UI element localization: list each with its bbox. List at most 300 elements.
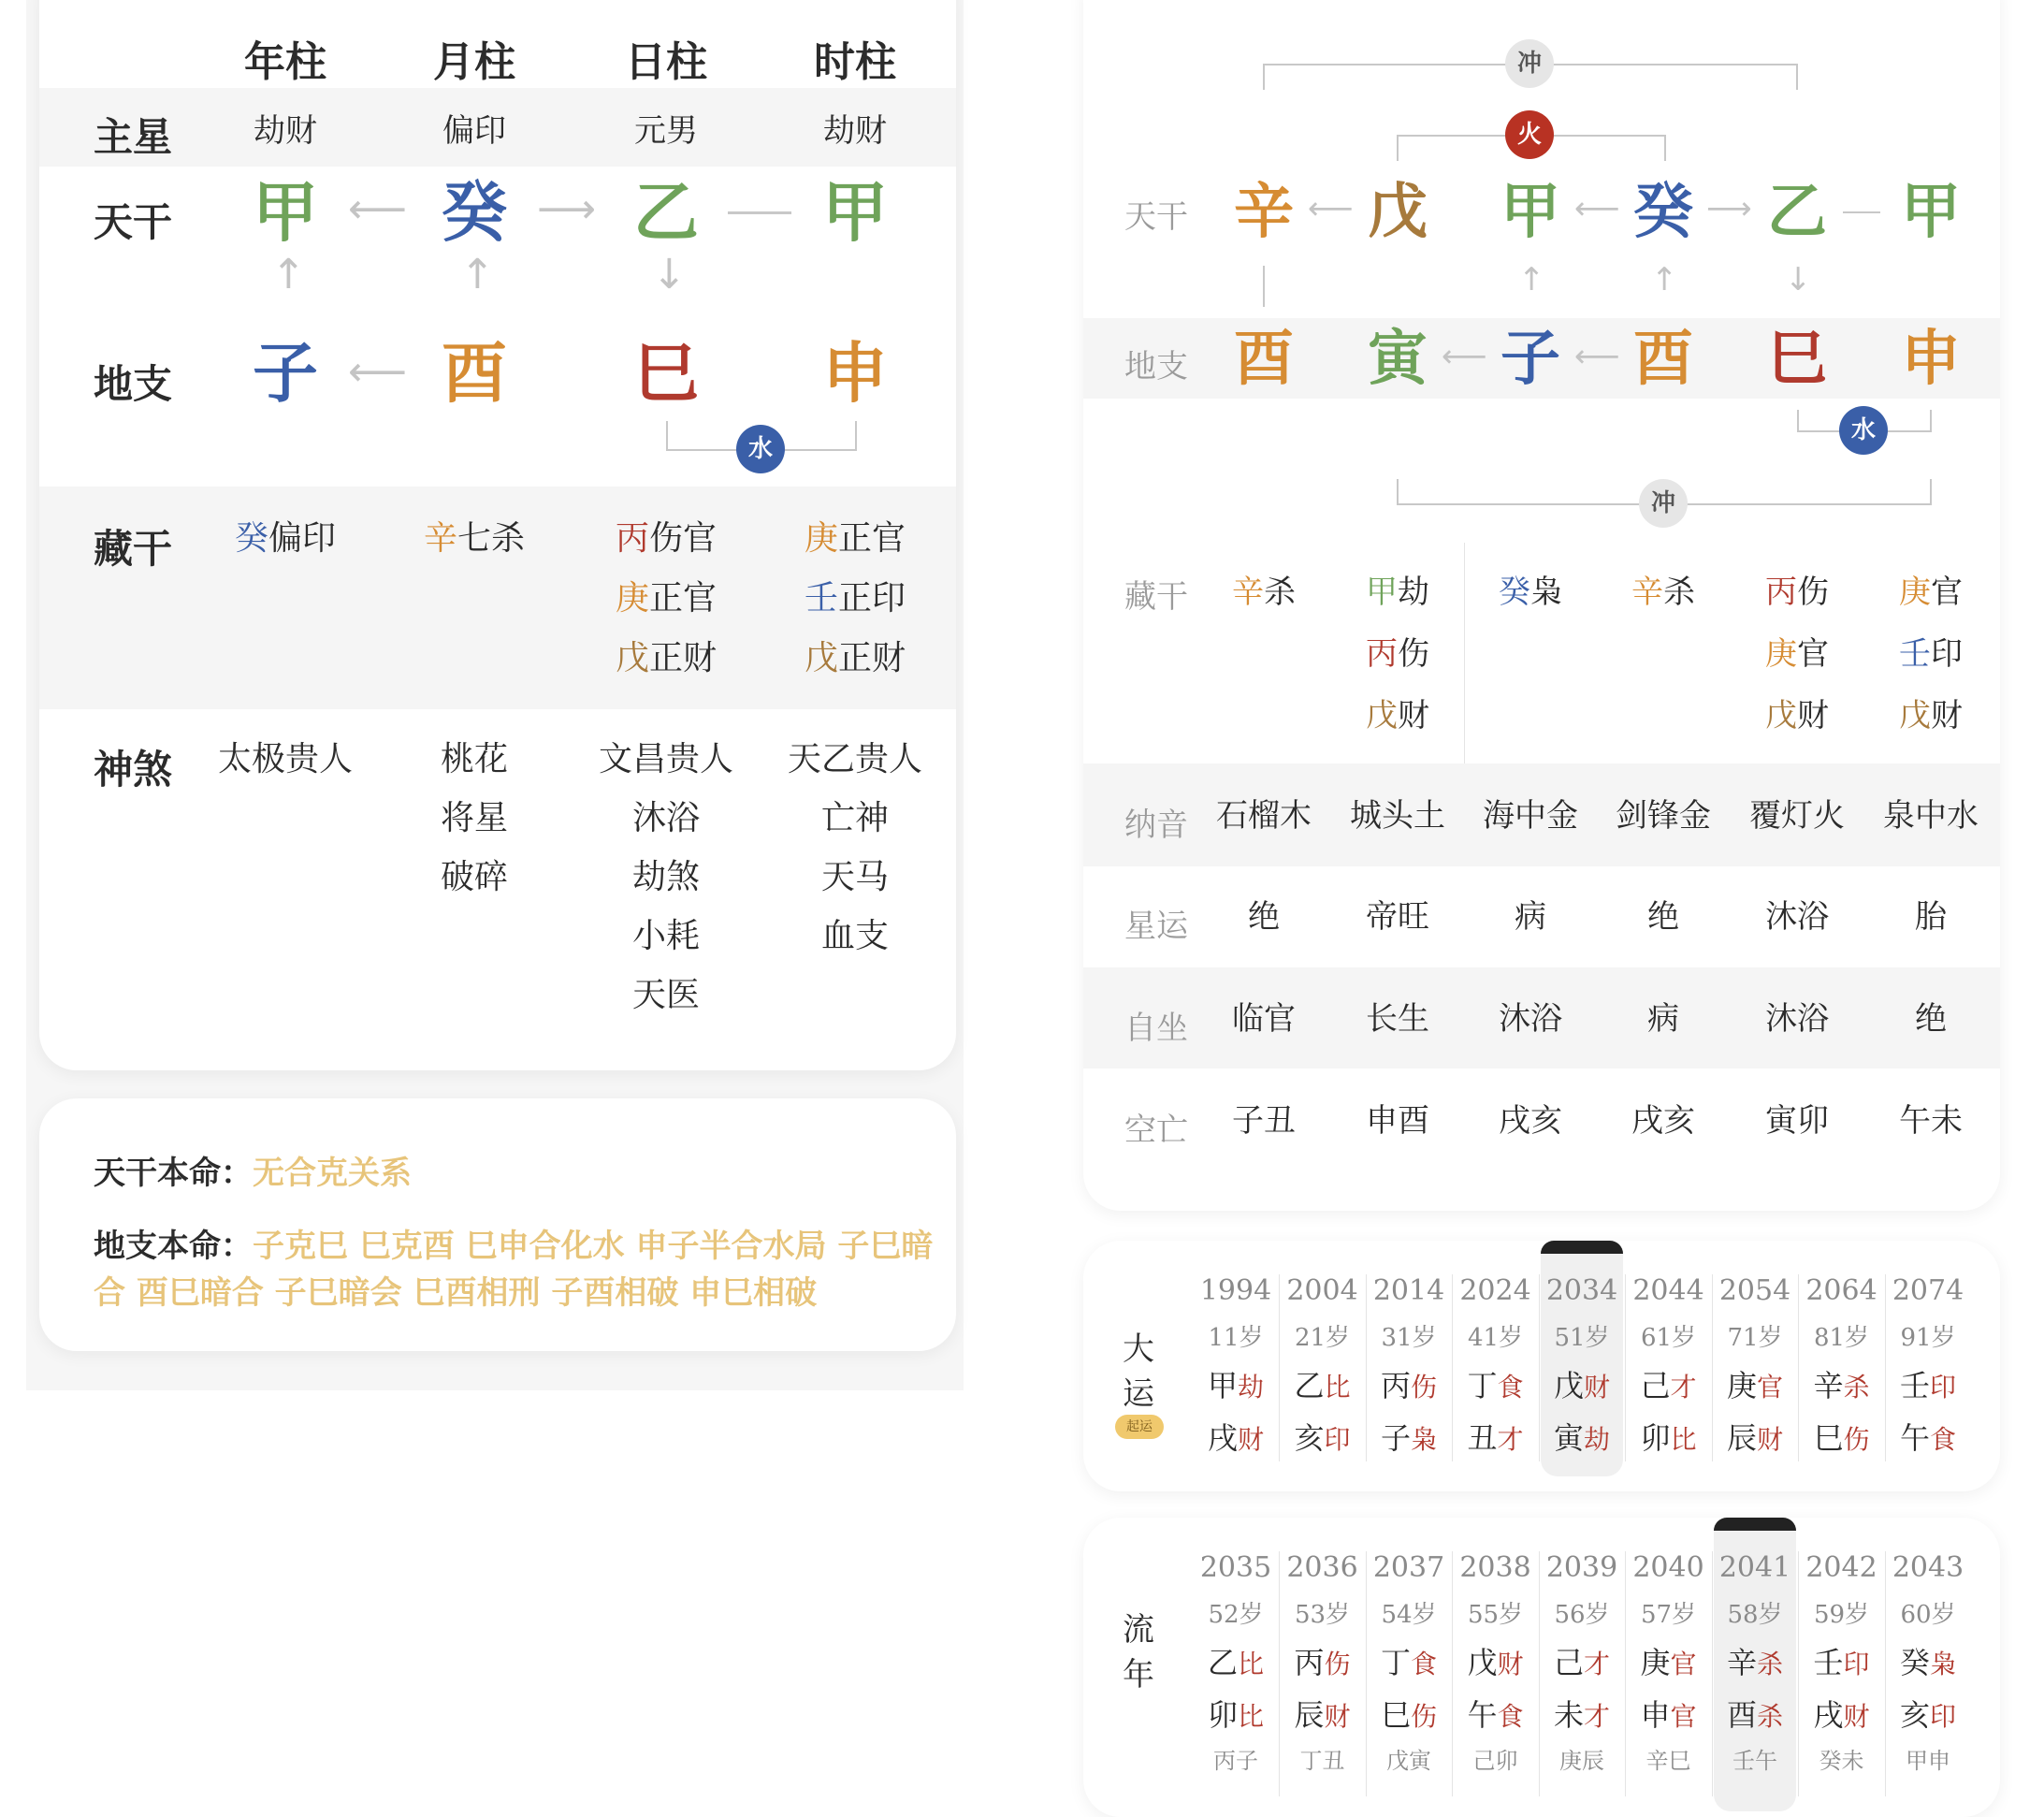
- label-void: 空亡: [1124, 1112, 1188, 1149]
- pillar-card: [39, 0, 956, 1070]
- dayun-year-column[interactable]: [1280, 1274, 1366, 1458]
- ten-god: 财: [1324, 1701, 1351, 1732]
- ten-god: 印: [1324, 1424, 1351, 1455]
- hidden-god: 伤官: [649, 519, 718, 558]
- clash-bracket-left: [1263, 64, 1265, 90]
- hidden-god: 正财: [649, 639, 718, 677]
- liunian-stem: 辛杀: [1726, 1645, 1784, 1680]
- dayun-stem: 乙比: [1294, 1368, 1351, 1403]
- liunian-year-column[interactable]: [1626, 1551, 1712, 1775]
- liunian-sub: 丙子: [1213, 1748, 1258, 1774]
- liunian-age: 59岁: [1813, 1601, 1870, 1629]
- shensha-day-2: 沐浴: [631, 799, 701, 837]
- column-divider: [1464, 543, 1465, 763]
- hidden-god: 伤: [1797, 574, 1829, 611]
- liunian-sub: 癸未: [1819, 1748, 1864, 1774]
- branch-relation-continued: 合 酉巳暗合 子巳暗会 巳酉相刑 子酉相破 申巳相破: [94, 1274, 818, 1312]
- dayun-stem: 庚官: [1726, 1368, 1784, 1403]
- liunian-sub: 辛巳: [1645, 1748, 1691, 1774]
- header-year: 年柱: [244, 38, 326, 86]
- ten-god: 才: [1670, 1372, 1697, 1403]
- liunian-branch: 辰财: [1294, 1697, 1351, 1733]
- ten-god: 官: [1757, 1372, 1784, 1403]
- relations-card: [39, 1098, 956, 1351]
- nayin-2: 城头土: [1350, 797, 1445, 835]
- dayun-card: [1083, 1241, 2000, 1491]
- dayun-branch: 戌财: [1207, 1420, 1265, 1456]
- ten-god: 官: [1670, 1649, 1697, 1679]
- hidden-god: 官: [1797, 635, 1829, 673]
- branch-year: 子: [253, 334, 318, 412]
- liunian-stem: 戊财: [1467, 1645, 1524, 1680]
- dayun-label-2: 运: [1123, 1375, 1154, 1413]
- dayun-year-column[interactable]: [1453, 1274, 1539, 1458]
- shensha-month-3: 破碎: [440, 858, 509, 896]
- ten-god: 枭: [1930, 1649, 1957, 1679]
- dayun-branch: 亥印: [1294, 1420, 1351, 1456]
- liunian-branch: 申官: [1640, 1697, 1697, 1733]
- liunian-sub: 丁丑: [1299, 1748, 1345, 1774]
- liunian-stem: 乙比: [1207, 1645, 1265, 1680]
- hidden-stem: 戊: [615, 639, 649, 677]
- hidden-stem: 戊: [1899, 697, 1931, 734]
- dayun-year: 2074: [1892, 1274, 1964, 1307]
- label-star-luck: 星运: [1124, 908, 1188, 945]
- fire-bracket-left: [1397, 135, 1399, 161]
- water-bracket-left: [1797, 410, 1799, 430]
- ten-god: 食: [1411, 1649, 1438, 1679]
- connector-line: [728, 211, 791, 214]
- dayun-year: 2024: [1459, 1274, 1531, 1307]
- nayin-5: 覆灯火: [1749, 797, 1845, 835]
- liunian-sub: 壬午: [1732, 1748, 1777, 1774]
- dayun-age: 41岁: [1467, 1324, 1524, 1352]
- star-luck-6: 胎: [1915, 898, 1947, 936]
- up-arrow-icon: ↑: [1651, 261, 1678, 298]
- nayin-1: 石榴木: [1216, 797, 1312, 835]
- label-stem: 天干: [1124, 198, 1188, 236]
- liunian-age: 54岁: [1381, 1601, 1437, 1629]
- branch-relation-title: 地支本命：: [94, 1228, 253, 1265]
- hidden-god: 财: [1797, 697, 1829, 734]
- ext-hidden-6-2: [1899, 635, 1963, 673]
- liunian-year: 2041: [1718, 1551, 1791, 1584]
- up-arrow-icon: ↑: [460, 251, 495, 298]
- hidden-god: 财: [1931, 697, 1963, 734]
- label-hidden: 藏干: [1124, 578, 1188, 616]
- liunian-label-2: 年: [1123, 1656, 1154, 1693]
- label-heavenly-stem: 天干: [94, 199, 173, 245]
- ten-god: 才: [1584, 1649, 1611, 1679]
- connector-line: [1843, 211, 1880, 213]
- up-arrow-icon: ↑: [1518, 261, 1545, 298]
- dayun-stem: 壬印: [1899, 1368, 1957, 1403]
- nayin-4: 剑锋金: [1616, 797, 1711, 835]
- star-luck-2: 帝旺: [1366, 898, 1429, 936]
- ext-hidden-3-1: [1499, 574, 1562, 611]
- ten-god: 才: [1584, 1701, 1611, 1732]
- self-seat-5: 沐浴: [1765, 1000, 1829, 1038]
- liunian-year-column[interactable]: [1453, 1551, 1539, 1775]
- ext-hidden-6-3: [1899, 697, 1963, 734]
- hidden-stem: 壬: [804, 579, 838, 618]
- dayun-year: 1994: [1199, 1274, 1272, 1307]
- self-seat-6: 绝: [1915, 1000, 1947, 1038]
- branch-relation-value: 子克巳 巳克酉 巳申合化水 申子半合水局 子巳暗: [253, 1228, 934, 1265]
- hidden-stem: 辛: [1631, 574, 1663, 611]
- label-self-seat: 自坐: [1124, 1010, 1188, 1047]
- dayun-stem: 己才: [1640, 1368, 1697, 1403]
- ten-god: 印: [1930, 1701, 1957, 1732]
- ten-god: 财: [1843, 1701, 1870, 1732]
- dayun-branch: 子枭: [1380, 1420, 1438, 1456]
- label-branch: 地支: [1124, 348, 1188, 385]
- ext-hidden-5-1: [1765, 574, 1829, 611]
- ext-branch-4: 酉: [1633, 324, 1693, 394]
- dayun-branch: 寅劫: [1553, 1420, 1611, 1456]
- dayun-year: 2064: [1805, 1274, 1877, 1307]
- ten-god: 财: [1584, 1372, 1611, 1403]
- header-hour: 时柱: [814, 38, 896, 86]
- ext-stem-2: 戊: [1368, 177, 1428, 247]
- dayun-year: 2054: [1718, 1274, 1791, 1307]
- water-bracket-right: [1930, 410, 1932, 430]
- star-luck-1: 绝: [1248, 898, 1280, 936]
- nayin-6: 泉中水: [1883, 797, 1979, 835]
- dayun-stem: 丁食: [1467, 1368, 1524, 1403]
- header-day: 日柱: [625, 38, 707, 86]
- shensha-hour-2: 亡神: [820, 799, 890, 837]
- clash-badge: 冲: [1505, 39, 1554, 88]
- dayun-year: 2014: [1372, 1274, 1445, 1307]
- liunian-age: 60岁: [1900, 1601, 1956, 1629]
- ext-stem-1: 辛: [1234, 177, 1294, 247]
- liunian-year-column[interactable]: [1885, 1551, 1971, 1775]
- liunian-year-column[interactable]: [1193, 1551, 1279, 1775]
- liunian-selected-indicator: [1714, 1518, 1796, 1531]
- liunian-branch: 戌财: [1813, 1697, 1870, 1733]
- hidden-stem: 庚: [1899, 574, 1931, 611]
- dayun-stem: 辛杀: [1813, 1368, 1870, 1403]
- hidden-god: 正官: [649, 579, 718, 618]
- ten-god: 比: [1324, 1372, 1351, 1403]
- hidden-god: 财: [1398, 697, 1429, 734]
- right-arrow-icon: ⟶: [1706, 190, 1752, 227]
- hidden-stem: 戊: [1765, 697, 1797, 734]
- ten-god: 财: [1238, 1424, 1265, 1455]
- hidden-stem: 戊: [1366, 697, 1398, 734]
- dayun-age: 51岁: [1554, 1324, 1610, 1352]
- dayun-branch: 丑才: [1467, 1420, 1524, 1456]
- liunian-branch: 酉杀: [1726, 1697, 1784, 1733]
- hidden-month: [423, 519, 526, 558]
- shensha-month-2: 将星: [440, 799, 509, 837]
- ten-god: 伤: [1411, 1701, 1438, 1732]
- branch-month: 酉: [442, 334, 507, 412]
- void-5: 寅卯: [1765, 1102, 1829, 1140]
- liunian-year: 2039: [1545, 1551, 1618, 1584]
- shensha-hour-1: 天乙贵人: [787, 740, 923, 778]
- liunian-year: 2042: [1805, 1551, 1877, 1584]
- dayun-age: 91岁: [1900, 1324, 1956, 1352]
- liunian-stem: 己才: [1553, 1645, 1611, 1680]
- void-3: 戌亥: [1499, 1102, 1562, 1140]
- ten-god: 比: [1238, 1701, 1265, 1732]
- left-arrow-icon: ⟵: [1308, 190, 1354, 227]
- void-1: 子丑: [1232, 1102, 1296, 1140]
- hidden-god: 杀: [1663, 574, 1695, 611]
- hidden-stem: 丙: [1366, 635, 1398, 673]
- left-arrow-icon: ⟵: [348, 185, 408, 233]
- hidden-stem: 庚: [804, 519, 838, 558]
- liunian-year: 2037: [1372, 1551, 1445, 1584]
- ext-hidden-5-3: [1765, 697, 1829, 734]
- branch-hour: 申: [822, 334, 888, 412]
- ext-hidden-1-1: [1232, 574, 1296, 611]
- ext-stem-5: 乙: [1767, 177, 1827, 247]
- ten-god: 印: [1843, 1649, 1870, 1679]
- hidden-stem: 甲: [1366, 574, 1398, 611]
- liunian-year-column[interactable]: [1280, 1551, 1366, 1775]
- hidden-god: 劫: [1398, 574, 1429, 611]
- fire-bracket-right: [1664, 135, 1666, 161]
- ext-hidden-4-1: [1631, 574, 1695, 611]
- ext-stem-3: 甲: [1500, 177, 1560, 247]
- down-arrow-icon: ↓: [1785, 261, 1812, 298]
- liunian-stem: 丁食: [1380, 1645, 1438, 1680]
- liunian-year-column[interactable]: [1366, 1551, 1452, 1775]
- hidden-stem: 戊: [804, 639, 838, 677]
- shensha-month-1: 桃花: [440, 740, 509, 778]
- ten-god: 劫: [1238, 1372, 1265, 1403]
- branch-relation-row: [94, 1220, 933, 1266]
- dayun-age: 61岁: [1640, 1324, 1697, 1352]
- dayun-year-column[interactable]: [1885, 1274, 1971, 1458]
- liunian-branch: 巳伤: [1380, 1697, 1438, 1733]
- dayun-year-column[interactable]: [1539, 1274, 1625, 1458]
- liunian-sub: 己卯: [1472, 1748, 1518, 1774]
- hidden-stem: 壬: [1899, 635, 1931, 673]
- branch-day: 巳: [633, 334, 699, 412]
- extended-chart-card: [1083, 0, 2000, 1211]
- dayun-stem: 甲劫: [1207, 1368, 1265, 1403]
- ext-branch-6: 申: [1901, 324, 1961, 394]
- shensha-day-3: 劫煞: [631, 858, 701, 896]
- self-seat-3: 沐浴: [1499, 1000, 1562, 1038]
- liunian-sub: 戊寅: [1386, 1748, 1431, 1774]
- shensha-day-5: 天医: [631, 976, 701, 1014]
- liunian-year-column[interactable]: [1712, 1551, 1798, 1775]
- hidden-god: 杀: [1264, 574, 1296, 611]
- main-star-hour: 劫财: [823, 112, 887, 150]
- shensha-year-1: 太极贵人: [217, 740, 354, 778]
- ext-stem-6: 甲: [1901, 177, 1961, 247]
- ten-god: 财: [1757, 1424, 1784, 1455]
- hidden-god: 印: [1931, 635, 1963, 673]
- liunian-card: [1083, 1518, 2000, 1817]
- dayun-label-1: 大: [1123, 1330, 1154, 1368]
- dayun-year-column[interactable]: [1626, 1274, 1712, 1458]
- ten-god: 官: [1670, 1701, 1697, 1732]
- ext-hidden-2-1: [1366, 574, 1429, 611]
- nayin-3: 海中金: [1483, 797, 1578, 835]
- stem-day: 乙: [633, 173, 699, 251]
- vertical-link: [1263, 266, 1265, 307]
- hidden-hour-2: [804, 579, 906, 618]
- hidden-god: 官: [1931, 574, 1963, 611]
- liunian-stem: 丙伤: [1294, 1645, 1351, 1680]
- dayun-year: 2034: [1545, 1274, 1618, 1307]
- shensha-day-4: 小耗: [631, 917, 701, 955]
- void-6: 午未: [1899, 1102, 1963, 1140]
- hidden-stem: 庚: [615, 579, 649, 618]
- hidden-stem: 庚: [1765, 635, 1797, 673]
- ten-god: 杀: [1757, 1649, 1784, 1679]
- self-seat-4: 病: [1647, 1000, 1679, 1038]
- dayun-age: 71岁: [1727, 1324, 1783, 1352]
- ext-branch-3: 子: [1500, 324, 1560, 394]
- water-badge: 水: [736, 425, 785, 473]
- hidden-god: 正财: [838, 639, 906, 677]
- liunian-branch: 午食: [1467, 1697, 1524, 1733]
- ten-god: 比: [1670, 1424, 1697, 1455]
- liunian-label-1: 流: [1123, 1611, 1154, 1649]
- liunian-stem: 庚官: [1640, 1645, 1697, 1680]
- hidden-god: 枭: [1530, 574, 1562, 611]
- hidden-hour-3: [804, 639, 906, 677]
- clash-bracket-right: [1930, 479, 1932, 503]
- void-2: 申酉: [1366, 1102, 1429, 1140]
- liunian-age: 53岁: [1294, 1601, 1351, 1629]
- liunian-sub: 庚辰: [1559, 1748, 1604, 1774]
- ten-god: 枭: [1411, 1424, 1438, 1455]
- hidden-stem: 辛: [423, 519, 457, 558]
- liunian-year: 2043: [1892, 1551, 1964, 1584]
- ext-hidden-5-2: [1765, 635, 1829, 673]
- liunian-age: 58岁: [1727, 1601, 1783, 1629]
- star-luck-3: 病: [1515, 898, 1546, 936]
- liunian-year-column[interactable]: [1799, 1551, 1885, 1775]
- clash-badge: 冲: [1639, 479, 1688, 528]
- liunian-branch: 亥印: [1899, 1697, 1957, 1733]
- header-month: 月柱: [433, 38, 515, 86]
- hidden-stem: 丙: [615, 519, 649, 558]
- ten-god: 伤: [1324, 1649, 1351, 1679]
- hidden-god: 正官: [838, 519, 906, 558]
- water-badge: 水: [1839, 406, 1888, 455]
- hidden-day-2: [615, 579, 718, 618]
- ten-god: 食: [1930, 1424, 1957, 1455]
- dayun-year: 2004: [1286, 1274, 1358, 1307]
- star-luck-4: 绝: [1647, 898, 1679, 936]
- dayun-year-column[interactable]: [1193, 1274, 1279, 1458]
- dayun-year-column[interactable]: [1366, 1274, 1452, 1458]
- dayun-age: 21岁: [1294, 1324, 1351, 1352]
- shensha-day-1: 文昌贵人: [598, 740, 734, 778]
- dayun-year-column[interactable]: [1799, 1274, 1885, 1458]
- ten-god: 劫: [1584, 1424, 1611, 1455]
- ext-hidden-2-2: [1366, 635, 1429, 673]
- label-shensha: 神煞: [94, 747, 173, 792]
- stem-month: 癸: [442, 173, 507, 251]
- liunian-year-column[interactable]: [1539, 1551, 1625, 1775]
- left-arrow-icon: ⟵: [1574, 190, 1620, 227]
- label-main-star: 主星: [94, 114, 173, 160]
- ext-stem-4: 癸: [1633, 177, 1693, 247]
- down-arrow-icon: ↓: [652, 251, 687, 298]
- left-arrow-icon: ⟵: [1442, 338, 1487, 375]
- stem-year: 甲: [253, 173, 318, 251]
- ten-god: 才: [1497, 1424, 1524, 1455]
- liunian-year: 2036: [1286, 1551, 1358, 1584]
- hidden-god: 伤: [1398, 635, 1429, 673]
- combo-bracket-right: [855, 421, 857, 449]
- left-arrow-icon: ⟵: [348, 348, 408, 396]
- left-arrow-icon: ⟵: [1574, 338, 1620, 375]
- ten-god: 食: [1497, 1701, 1524, 1732]
- ten-god: 财: [1497, 1649, 1524, 1679]
- dayun-stem: 丙伤: [1380, 1368, 1438, 1403]
- ten-god: 比: [1238, 1649, 1265, 1679]
- ten-god: 伤: [1843, 1424, 1870, 1455]
- liunian-age: 56岁: [1554, 1601, 1610, 1629]
- dayun-stem: 戊财: [1553, 1368, 1611, 1403]
- ten-god: 杀: [1843, 1372, 1870, 1403]
- liunian-year: 2035: [1199, 1551, 1272, 1584]
- dayun-branch: 卯比: [1640, 1420, 1697, 1456]
- self-seat-2: 长生: [1366, 1000, 1429, 1038]
- ten-god: 伤: [1411, 1372, 1438, 1403]
- hidden-stem: 丙: [1765, 574, 1797, 611]
- liunian-stem: 壬印: [1813, 1645, 1870, 1680]
- main-star-year: 劫财: [254, 112, 317, 150]
- dayun-year-column[interactable]: [1712, 1274, 1798, 1458]
- hidden-stem: 癸: [1499, 574, 1530, 611]
- dayun-branch: 辰财: [1726, 1420, 1784, 1456]
- clash-bracket-left: [1397, 479, 1399, 503]
- shensha-hour-4: 血支: [820, 917, 890, 955]
- stem-relation-title: 天干本命：: [94, 1155, 253, 1192]
- stem-relation-value: 无合克关系: [253, 1155, 412, 1192]
- main-star-day: 元男: [634, 112, 698, 150]
- self-seat-1: 临官: [1232, 1000, 1296, 1038]
- dayun-branch: 午食: [1899, 1420, 1957, 1456]
- hidden-god: 七杀: [457, 519, 526, 558]
- liunian-branch: 未才: [1553, 1697, 1611, 1733]
- dayun-branch: 巳伤: [1813, 1420, 1870, 1456]
- up-arrow-icon: ↑: [271, 251, 306, 298]
- right-arrow-icon: ⟶: [537, 185, 597, 233]
- hidden-stem: 辛: [1232, 574, 1264, 611]
- star-luck-5: 沐浴: [1765, 898, 1829, 936]
- shensha-hour-3: 天马: [820, 858, 890, 896]
- stem-relation-row: [94, 1147, 412, 1193]
- hidden-day-3: [615, 639, 718, 677]
- liunian-sub: 甲申: [1906, 1748, 1950, 1774]
- liunian-age: 57岁: [1640, 1601, 1697, 1629]
- ext-hidden-6-1: [1899, 574, 1963, 611]
- dayun-age: 11岁: [1208, 1324, 1264, 1352]
- ten-god: 食: [1497, 1372, 1524, 1403]
- liunian-age: 55岁: [1467, 1601, 1524, 1629]
- hidden-god: 正印: [838, 579, 906, 618]
- qiyun-tag[interactable]: 起运: [1115, 1415, 1164, 1439]
- label-earthly-branch: 地支: [94, 361, 173, 407]
- hidden-year: [234, 519, 337, 558]
- ten-god: 印: [1930, 1372, 1957, 1403]
- stem-hour: 甲: [822, 173, 888, 251]
- dayun-selected-indicator: [1541, 1241, 1623, 1254]
